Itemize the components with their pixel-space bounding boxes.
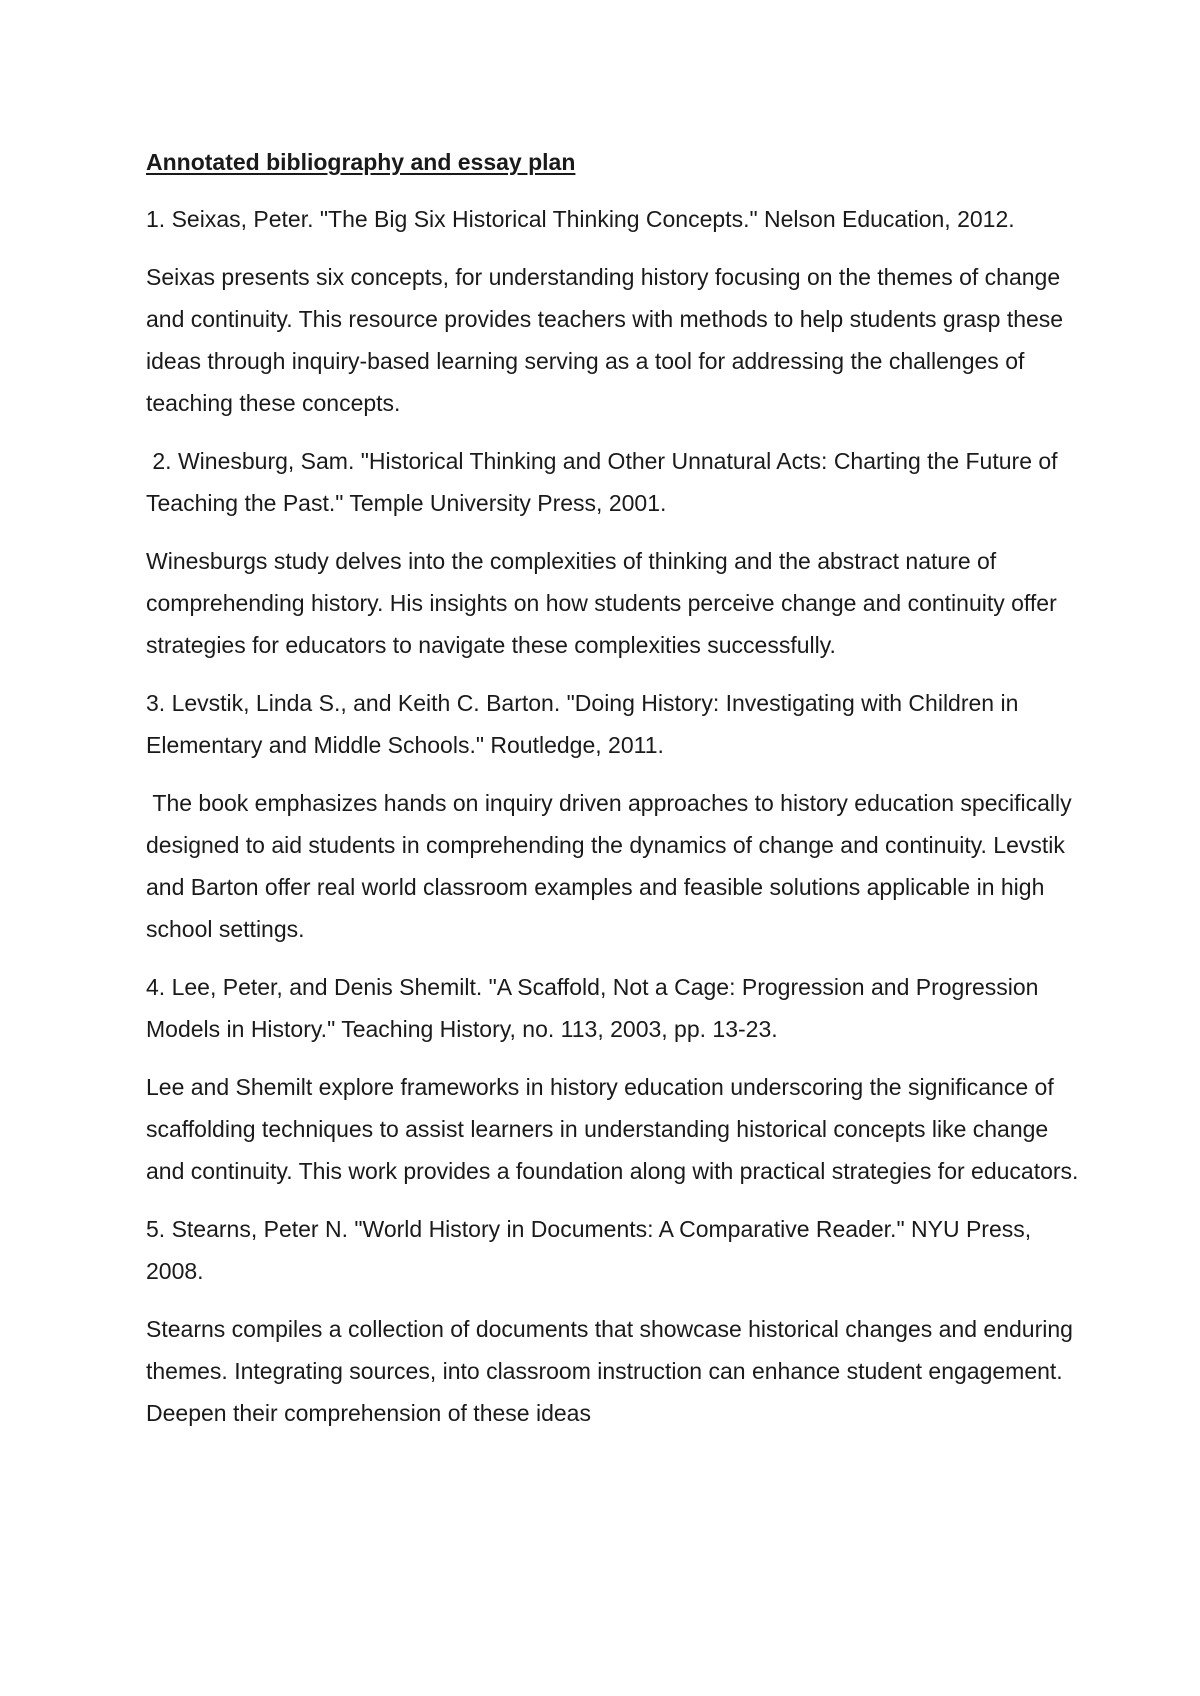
citation-4: 4. Lee, Peter, and Denis Shemilt. "A Scaffold, Not a Cage: Progression and Progression Models in History." Teaching History, no. 113, 2003, pp. 13-23. (146, 974, 1045, 1042)
citation-3: 3. Levstik, Linda S., and Keith C. Barton. "Doing History: Investigating with Children in Elementary and Middle Schools." Routledge, 2011. (146, 690, 1025, 758)
document-title: Annotated bibliography and essay plan (146, 149, 576, 175)
document-body (146, 141, 1086, 1450)
annotation-1: Seixas presents six concepts, for understanding history focusing on the themes of change and continuity. This resource provides teachers with methods to help students grasp these ideas through inquiry-based learning serving as a tool for addressing the challenges of teaching these concepts. (146, 264, 1070, 416)
annotation-5: Stearns compiles a collection of documents that showcase historical changes and enduring themes. Integrating sources, into classroom instruction can enhance student engagement. Deepen their comprehension of these ideas (146, 1316, 1080, 1426)
annotation-2: Winesburgs study delves into the complexities of thinking and the abstract nature of comprehending history. His insights on how students perceive change and continuity offer strategies for educators to navigate these complexities successfully. (146, 548, 1064, 658)
annotation-4: Lee and Shemilt explore frameworks in history education underscoring the significance of scaffolding techniques to assist learners in understanding historical concepts like change and continuity. This work provides a foundation along with practical strategies for educators. (146, 1074, 1079, 1184)
annotation-3: The book emphasizes hands on inquiry driven approaches to history education specifically designed to aid students in comprehending the dynamics of change and continuity. Levstik and Barton offer real world classroom examples and feasible solutions applicable in high school settings. (146, 790, 1079, 942)
citation-5: 5. Stearns, Peter N. "World History in Documents: A Comparative Reader." NYU Press, 2008. (146, 1216, 1038, 1284)
citation-1: 1. Seixas, Peter. "The Big Six Historical Thinking Concepts." Nelson Education, 2012. (146, 206, 1015, 232)
citation-2: 2. Winesburg, Sam. "Historical Thinking and Other Unnatural Acts: Charting the Future of Teaching the Past." Temple University Press, 2001. (146, 448, 1064, 516)
